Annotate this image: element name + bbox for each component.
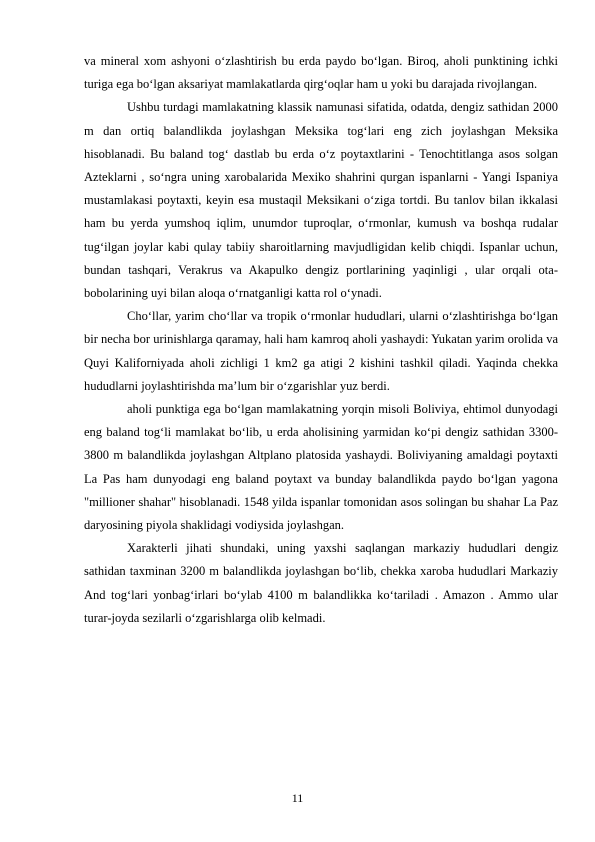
paragraph-3: Cho‘llar, yarim cho‘llar va tropik o‘rmonlar hududlari, ularni o‘zlashtirishga bo‘lgan bir necha bor urinishlarga qaramay, hali ham kamroq aholi yashaydi: Yukatan yarim orolida va Quyi Kaliforniyada aholi zichligi 1 km2 ga atigi 2 kishini tashkil qiladi. Yaqinda chekka hududlarni joylashtirishda ma’lum bir o‘zgarishlar yuz berdi. (84, 309, 558, 393)
paragraph-1: va mineral xom ashyoni o‘zlashtirish bu erda paydo bo‘lgan. Biroq, aholi punktining ichki turiga ega bo‘lgan aksariyat mamlakatlarda qirg‘oqlar ham u yoki bu darajada rivojlangan. (84, 54, 558, 92)
paragraph-4: aholi punktiga ega bo‘lgan mamlakatning yorqin misoli Boliviya, ehtimol dunyodagi eng baland tog‘li mamlakat bo‘lib, u erda aholisining yarmidan ko‘pi dengiz sathidan 3300-3800 m balandlikda joylashgan Altplano platosida yashaydi. Boliviyaning amaldagi poytaxti La Pas ham dunyodagi eng baland poytaxt va bunday balandlikda paydo bo‘lgan yagona "millioner shahar" hisoblanadi. 1548 yilda ispanlar tomonidan asos solingan bu shahar La Paz daryosining piyola shaklidagi vodiysida joylashgan. (84, 402, 558, 533)
document-body (84, 50, 558, 630)
paragraph-2: Ushbu turdagi mamlakatning klassik namunasi sifatida, odatda, dengiz sathidan 2000 m dan ortiq balandlikda joylashgan Meksika tog‘lari eng zich joylashgan Meksika hisoblanadi. Bu baland tog‘ dastlab bu erda o‘z poytaxtlarini - Tenochtitlanga asos solgan Azteklarni , so‘ngra uning xarobalarida Mexiko shahrini qurgan ispanlarni - Yangi Ispaniya mustamlakasi poytaxti, keyin esa mustaqil Meksikani o‘ziga tortdi. Bu tanlov bilan ikkalasi ham bu yerda yumshoq iqlim, unumdor tuproqlar, o‘rmonlar, kumush va boshqa rudalar tug‘ilgan joylar kabi qulay tabiiy sharoitlarning mavjudligidan kelib chiqdi. Ispanlar uchun, bundan tashqari, Verakrus va Akapulko dengiz portlarining yaqinligi , ular orqali ota-bobolarining uyi bilan aloqa o‘rnatganligi katta rol o‘ynadi. (84, 100, 558, 301)
page-number: 11 (291, 791, 304, 805)
paragraph-5: Xarakterli jihati shundaki, uning yaxshi saqlangan markaziy hududlari dengiz sathidan taxminan 3200 m balandlikda joylashgan bo‘lib, chekka xaroba hududlari Markaziy And tog‘lari yonbag‘irlari bo‘ylab 4100 m balandlikka ko‘tariladi . Amazon . Ammo ular turar-joyda sezilarli o‘zgarishlarga olib kelmadi. (84, 541, 558, 625)
